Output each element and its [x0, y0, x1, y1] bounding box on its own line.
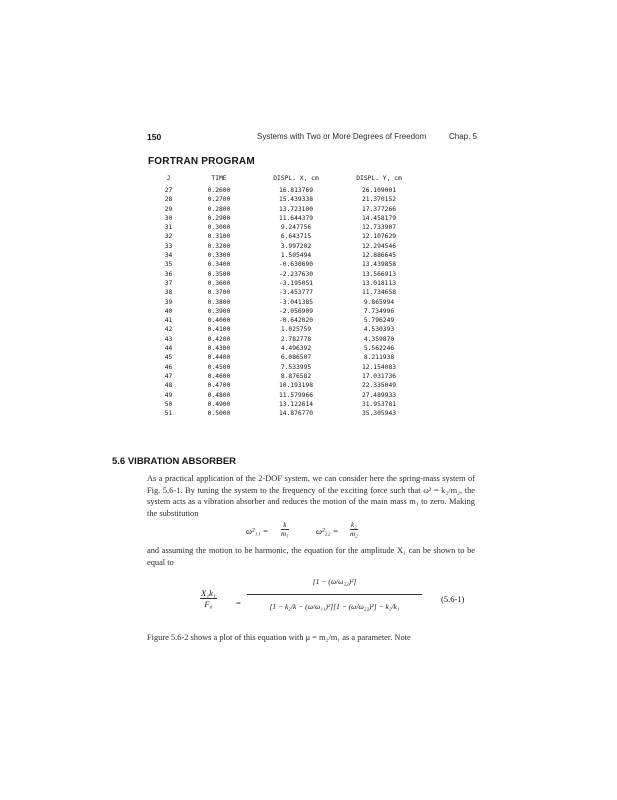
def-omega22-denominator: m₂ — [350, 530, 358, 538]
cell-time: 0.5000 — [207, 410, 231, 418]
cell-time: 0.4000 — [207, 317, 231, 325]
table-row — [150, 316, 417, 325]
cell-j: 50 — [164, 400, 173, 408]
running-head — [147, 132, 477, 146]
cell-displ-y: 27.489933 — [361, 391, 397, 399]
cell-displ-x: 15.439338 — [278, 196, 314, 204]
table-row — [150, 279, 417, 288]
cell-j: 40 — [164, 307, 173, 315]
cell-displ-x: 1.505494 — [280, 252, 312, 260]
table-row — [150, 335, 417, 344]
cell-displ-y: 11.734658 — [361, 289, 397, 297]
cell-j: 34 — [164, 252, 173, 260]
cell-time: 0.3200 — [207, 242, 231, 250]
table-row — [150, 223, 417, 232]
table-row — [150, 344, 417, 353]
output-table — [150, 175, 417, 418]
cell-displ-y: 13.018113 — [361, 279, 397, 287]
cell-displ-x: 6.086507 — [280, 354, 312, 362]
cell-j: 28 — [164, 196, 173, 204]
cell-displ-x: -3.453777 — [278, 289, 314, 297]
table-row — [150, 363, 417, 372]
table-row — [150, 260, 417, 269]
paragraph-intro: As a practical application of the 2-DOF system, we can consider here the spring-mass system of Fig. 5.6-1. By tuning the system to the frequency of the exciting force such that ω² = k₂/m₂, the system acts as a vibration absorber and reduces the motion of the main mass m₁ to zero. Making the substitution — [147, 474, 475, 518]
page-number: 150 — [147, 132, 162, 142]
cell-displ-y: 12.886645 — [361, 252, 397, 260]
equation-equals-sign: = — [236, 598, 241, 608]
cell-time: 0.2900 — [207, 214, 231, 222]
cell-time: 0.4500 — [207, 363, 231, 371]
cell-displ-y: 17.377266 — [361, 205, 397, 213]
cell-displ-y: 7.734996 — [363, 307, 395, 315]
col-header-displ-x: DISPL. X, cm — [273, 175, 319, 182]
cell-displ-x: 14.876770 — [278, 410, 314, 418]
equation-5-6-1 — [0, 566, 617, 628]
table-row — [150, 288, 417, 297]
cell-j: 42 — [164, 326, 173, 334]
table-row — [150, 400, 417, 409]
table-row — [150, 251, 417, 260]
cell-displ-x: -3.041385 — [278, 298, 314, 306]
cell-time: 0.3700 — [207, 289, 231, 297]
equation-lhs — [200, 588, 217, 609]
cell-j: 31 — [164, 224, 173, 232]
cell-displ-x: 2.782778 — [280, 335, 312, 343]
cell-j: 36 — [164, 270, 173, 278]
def-omega22-numerator: k₂ — [351, 521, 357, 529]
cell-j: 45 — [164, 354, 173, 362]
section-heading: 5.6 VIBRATION ABSORBER — [112, 456, 237, 467]
def-omega22-fraction — [350, 521, 358, 538]
cell-j: 46 — [164, 363, 173, 371]
cell-displ-y: 13.439858 — [361, 261, 397, 269]
table-row — [150, 353, 417, 362]
chapter-label: Chap. 5 — [448, 132, 477, 141]
cell-j: 49 — [164, 391, 173, 399]
equation-lhs-denominator: F₀ — [204, 599, 213, 609]
cell-displ-x: 9.247756 — [280, 224, 312, 232]
col-header-displ-y: DISPL. Y, cm — [356, 175, 402, 182]
cell-j: 33 — [164, 242, 173, 250]
cell-displ-y: 14.458179 — [361, 214, 397, 222]
cell-j: 27 — [164, 187, 173, 194]
equation-rhs-numerator: [1 − (ω/ω₂₂)²] — [247, 570, 422, 595]
cell-displ-y: 13.566913 — [361, 270, 397, 278]
cell-j: 39 — [164, 298, 173, 306]
cell-j: 38 — [164, 289, 173, 297]
cell-displ-y: 8.211938 — [363, 354, 395, 362]
table-row — [150, 325, 417, 334]
table-row — [150, 270, 417, 279]
cell-time: 0.4100 — [207, 326, 231, 334]
table-row — [150, 205, 417, 214]
cell-displ-y: 31.953781 — [361, 400, 397, 408]
cell-displ-x: 1.025759 — [280, 326, 312, 334]
equation-lhs-numerator: X₁k₁ — [201, 588, 216, 598]
paragraph-harmonic: and assuming the motion to be harmonic, the equation for the amplitude X₁ can be shown to be equal to — [147, 546, 475, 567]
cell-displ-x: 10.193198 — [278, 382, 314, 390]
cell-time: 0.3800 — [207, 298, 231, 306]
cell-displ-x: 7.533995 — [280, 363, 312, 371]
table-row — [150, 298, 417, 307]
cell-displ-x: -0.642020 — [278, 317, 314, 325]
cell-displ-y: 4.359870 — [363, 335, 395, 343]
def-omega11-denominator: m₁ — [281, 530, 289, 538]
cell-time: 0.2800 — [207, 205, 231, 213]
table-body — [150, 186, 417, 418]
cell-displ-y: 5.562246 — [363, 345, 395, 353]
cell-displ-x: 11.644379 — [278, 214, 314, 222]
cell-displ-y: 12.107629 — [361, 233, 397, 241]
cell-displ-x: -2.056909 — [278, 307, 314, 315]
table-row — [150, 372, 417, 381]
cell-time: 0.4800 — [207, 391, 231, 399]
paragraph-figure-reference: Figure 5.6-2 shows a plot of this equation with μ = m₂/m₁ as a parameter. Note — [147, 633, 411, 642]
def-omega22-lhs: ω²₂₂ = — [316, 526, 339, 536]
col-header-time: TIME — [211, 175, 227, 182]
cell-time: 0.3600 — [207, 279, 231, 287]
cell-j: 44 — [164, 345, 173, 353]
cell-displ-y: 5.796249 — [363, 317, 395, 325]
cell-displ-x: 3.997202 — [280, 242, 312, 250]
cell-time: 0.3100 — [207, 233, 231, 241]
cell-displ-y: 26.109001 — [361, 187, 397, 194]
cell-time: 0.4700 — [207, 382, 231, 390]
running-title: Systems with Two or More Degrees of Freedom — [257, 132, 427, 141]
cell-time: 0.4900 — [207, 400, 231, 408]
cell-time: 0.4300 — [207, 345, 231, 353]
cell-displ-y: 35.305943 — [361, 410, 397, 418]
cell-displ-x: -2.237630 — [278, 270, 314, 278]
cell-displ-x: 6.643715 — [280, 233, 312, 241]
cell-displ-x: -3.195051 — [278, 279, 314, 287]
cell-time: 0.3300 — [207, 252, 231, 260]
table-row — [150, 381, 417, 390]
cell-j: 32 — [164, 233, 173, 241]
cell-j: 47 — [164, 372, 173, 380]
substitution-definitions — [0, 521, 617, 543]
cell-displ-y: 21.370152 — [361, 196, 397, 204]
cell-time: 0.4600 — [207, 372, 231, 380]
cell-displ-x: 13.122614 — [278, 400, 314, 408]
table-row — [150, 214, 417, 223]
cell-displ-x: 13.723100 — [278, 205, 314, 213]
cell-time: 0.4400 — [207, 354, 231, 362]
table-row — [150, 232, 417, 241]
cell-time: 0.3900 — [207, 307, 231, 315]
cell-displ-y: 4.530393 — [363, 326, 395, 334]
cell-time: 0.2600 — [207, 187, 231, 194]
cell-j: 41 — [164, 317, 173, 325]
equation-number: (5.6-1) — [441, 594, 465, 604]
cell-time: 0.3500 — [207, 270, 231, 278]
table-row — [150, 391, 417, 400]
cell-displ-y: 12.154083 — [361, 363, 397, 371]
table-row — [150, 195, 417, 204]
cell-displ-y: 22.335049 — [361, 382, 397, 390]
table-row — [150, 409, 417, 418]
cell-time: 0.4200 — [207, 335, 231, 343]
table-row — [150, 242, 417, 251]
cell-displ-y: 12.294546 — [361, 242, 397, 250]
cell-displ-x: 8.876582 — [280, 372, 312, 380]
def-omega11-numerator: k — [281, 521, 289, 530]
cell-j: 51 — [164, 410, 173, 418]
cell-j: 48 — [164, 382, 173, 390]
equation-rhs-denominator: [1 − k₂/k − (ω/ω₁₁)²][1 − (ω/ω₂₂)²] − k₂/k₁ — [269, 602, 400, 611]
cell-displ-x: 11.579966 — [278, 391, 314, 399]
def-omega11-fraction — [281, 521, 289, 538]
program-title: FORTRAN PROGRAM — [148, 156, 255, 167]
cell-j: 30 — [164, 214, 173, 222]
cell-displ-x: 16.813769 — [278, 187, 314, 194]
cell-j: 29 — [164, 205, 173, 213]
table-row — [150, 186, 417, 195]
cell-j: 43 — [164, 335, 173, 343]
cell-time: 0.3000 — [207, 224, 231, 232]
cell-displ-y: 17.031736 — [361, 372, 397, 380]
col-header-j: J — [166, 175, 171, 182]
cell-j: 35 — [164, 261, 173, 269]
table-row — [150, 307, 417, 316]
cell-displ-x: -0.630690 — [278, 261, 314, 269]
table-header-row — [150, 175, 417, 183]
cell-time: 0.3400 — [207, 261, 231, 269]
cell-time: 0.2700 — [207, 196, 231, 204]
cell-displ-y: 9.865994 — [363, 298, 395, 306]
def-omega11-lhs: ω²₁₁ = — [246, 526, 269, 536]
cell-displ-x: 4.496392 — [280, 345, 312, 353]
cell-displ-y: 12.733907 — [361, 224, 397, 232]
equation-rhs-fraction — [247, 570, 422, 619]
cell-j: 37 — [164, 279, 173, 287]
